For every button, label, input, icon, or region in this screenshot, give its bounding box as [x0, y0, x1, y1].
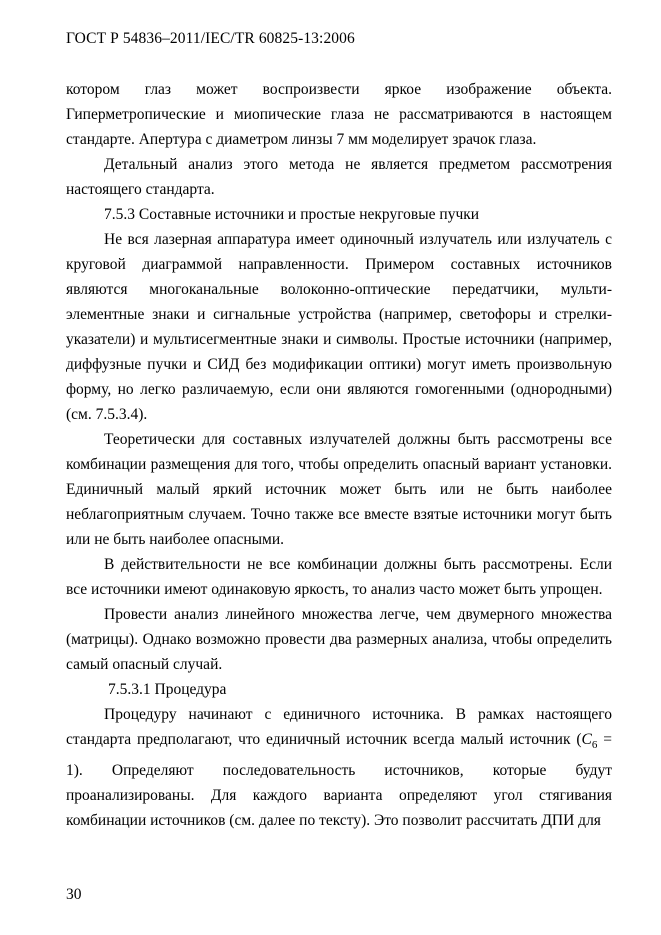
paragraph-continuation: котором глаз может воспроизвести яркое изображение объекта. Гиперметропические и миопические глаза не рассматриваются в настоящем стандарте. Апертура с диаметром линзы 7 мм моделирует зрачок глаза.: [66, 81, 612, 148]
paragraph-text: = 1). Определяют последовательность источников, которые будут проанализированы. Для каждого варианта определяют угол стягивания комбинации источников (см. далее по тексту). Это позволит рассчитать ДПИ для: [66, 731, 612, 830]
page-header: ГОСТ Р 54836–2011/IEC/TR 60825-13:2006: [66, 30, 355, 47]
page-number: 30: [66, 886, 82, 903]
paragraph: Теоретически для составных излучателей должны быть рассмотрены все комбинации размещения для того, чтобы определить опасный вариант установки. Единичный малый яркий источник может быть или не быть наиболее неблагоприятным случаем. Точно также все вместе взятые источники могут быть или не быть наиболее опасными.: [66, 431, 612, 548]
formula-variable: C: [581, 731, 592, 748]
section-heading: 7.5.3 Составные источники и простые некруговые пучки: [104, 206, 480, 223]
paragraph-text: (: [576, 731, 582, 748]
paragraph: Провести анализ линейного множества легче, чем двумерного множества (матрицы). Однако возможно провести два размерных анализа, чтобы определить самый опасный случай.: [66, 606, 612, 673]
paragraph: [66, 702, 612, 833]
paragraph: В действительности не все комбинации должны быть рассмотрены. Если все источники имеют одинаковую яркость, то анализ часто может быть упрощен.: [66, 556, 612, 598]
paragraph: Детальный анализ этого метода не является предметом рассмотрения настоящего стандарта.: [66, 156, 612, 198]
paragraph: Не вся лазерная аппаратура имеет одиночный излучатель или излучатель с круговой диаграммой направленности. Примером составных источников являются многоканальные волоконно-оптические передатчики, мульти-элементные знаки и сигнальные устройства (например, светофоры и стрелки-указатели) и мультисегментные знаки и символы. Простые источники (например, диффузные пучки и СИД без модификации оптики) могут иметь произвольную форму, но легко различаемую, если они являются гомогенными (однородными) (см. 7.5.3.4).: [66, 231, 612, 423]
subsection-heading: 7.5.3.1 Процедура: [108, 681, 227, 698]
paragraph-text: Процедуру начинают с единичного источника. В рамках настоящего стандарта предполагают, что единичный источник всегда малый источник: [66, 706, 612, 748]
formula-subscript: 6: [591, 739, 598, 752]
body-text: [66, 77, 612, 833]
